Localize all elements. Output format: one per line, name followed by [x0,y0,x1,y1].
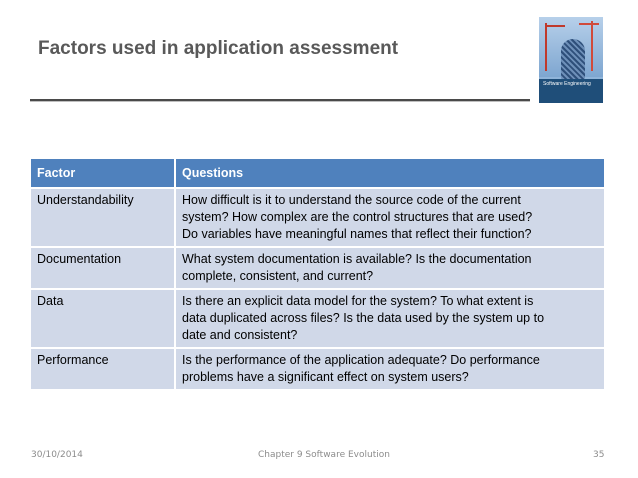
slide-title: Factors used in application assessment [38,38,399,59]
title-underline-shadow [30,101,530,102]
questions-cell [175,188,605,247]
questions-cell [175,247,605,289]
footer-date: 30/10/2014 [31,450,83,460]
cover-crane-right-arm [579,23,599,25]
table-row [31,289,605,348]
question-line: data duplicated across files? Is the data used by the system up to [182,311,545,325]
factor-cell: Performance [31,348,175,389]
table-row [31,247,605,289]
question-line: Is the performance of the application adequate? Do performance [182,353,540,367]
question-line: problems have a significant effect on system users? [182,370,469,384]
question-line: How difficult is it to understand the source code of the current [182,193,521,207]
question-line: complete, consistent, and current? [182,269,374,283]
assessment-table [31,159,606,389]
questions-cell [175,348,605,389]
table-row [31,188,605,247]
footer-chapter: Chapter 9 Software Evolution [258,450,390,460]
factor-cell: Data [31,289,175,348]
cover-crane-left [545,23,547,71]
footer-page-number: 35 [593,450,605,460]
cover-tower [561,39,585,81]
cover-book-title: Software Engineering [543,81,591,87]
question-line: system? How complex are the control structures that are used? [182,210,533,224]
cover-crane-left-arm [545,25,565,27]
header-questions: Questions [175,159,605,188]
question-line: What system documentation is available? Is the documentation [182,252,532,266]
header-factor: Factor [31,159,175,188]
question-line: date and consistent? [182,328,298,342]
factor-cell: Understandability [31,188,175,247]
question-line: Do variables have meaningful names that reflect their function? [182,227,532,241]
cover-crane-right [591,21,593,71]
book-cover-image [539,17,603,103]
factor-cell: Documentation [31,247,175,289]
questions-cell [175,289,605,348]
question-line: Is there an explicit data model for the system? To what extent is [182,294,534,308]
table-row [31,348,605,389]
table-header-row [31,159,605,188]
